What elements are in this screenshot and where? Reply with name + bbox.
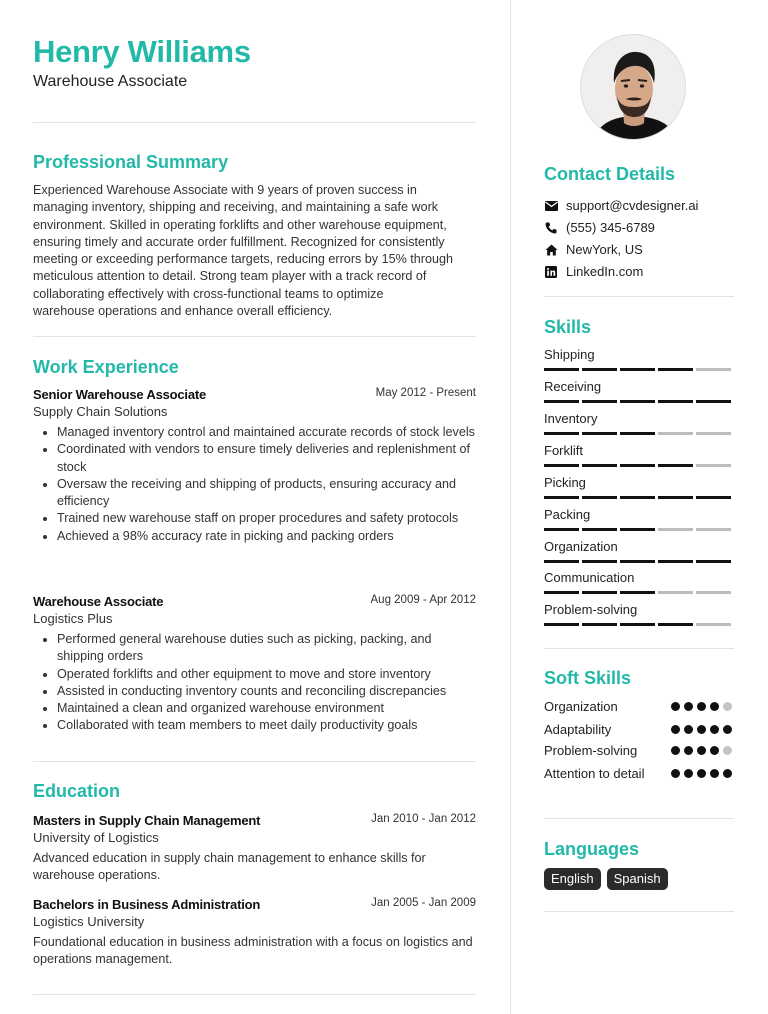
skill-level-segment [696, 432, 731, 435]
skill-name: Packing [544, 507, 591, 522]
rating-dot [684, 725, 693, 734]
job-date: Aug 2009 - Apr 2012 [370, 594, 476, 606]
envelope-icon [544, 199, 558, 213]
contact-email[interactable] [544, 198, 698, 213]
rating-dot [710, 746, 719, 755]
summary-line: meeting or exceeding performance targets, reducing errors by 15% through [33, 252, 454, 267]
education-title: Education [33, 781, 121, 801]
skill-name: Organization [544, 539, 618, 554]
skill-level-segment [658, 528, 693, 531]
job-bullet: Operated forklifts and other equipment to move and store inventory [57, 666, 476, 683]
skill-level-segment [658, 560, 693, 563]
education-entry [33, 813, 476, 885]
rating-dot [710, 702, 719, 711]
summary-line: collaborating effectively with cross-functional teams to optimize [33, 286, 384, 301]
soft-skill-item [544, 765, 734, 782]
skill-level-segment [696, 528, 731, 531]
job-title: Warehouse Associate [33, 594, 164, 609]
language-chip: English [544, 868, 601, 890]
skill-level-segment [544, 528, 579, 531]
candidate-name: Henry Williams [33, 34, 251, 69]
skill-item [544, 475, 734, 499]
job-company: Supply Chain Solutions [33, 404, 168, 419]
job-bullet: Collaborated with team members to meet daily productivity goals [57, 717, 476, 734]
rating-dot [723, 769, 732, 778]
soft-skills-title: Soft Skills [544, 668, 632, 688]
job-bullet: Assisted in conducting inventory counts and reconciling discrepancies [57, 683, 476, 700]
skill-level-segment [620, 528, 655, 531]
rating-dot [723, 702, 732, 711]
section-divider [33, 336, 476, 337]
skill-level-segment [620, 560, 655, 563]
skill-level-segment [696, 464, 731, 467]
profile-photo [580, 34, 686, 140]
section-divider [33, 994, 476, 995]
skill-name: Problem-solving [544, 602, 638, 617]
rating-dot [710, 769, 719, 778]
soft-skill-rating [671, 769, 732, 778]
degree-title: Bachelors in Business Administration [33, 897, 261, 912]
skill-level-segment [582, 368, 617, 371]
skill-level-segment [582, 623, 617, 626]
skill-level-segment [620, 464, 655, 467]
skill-level-segment [658, 400, 693, 403]
skill-name: Forklift [544, 443, 583, 458]
contact-phone[interactable] [544, 220, 655, 235]
skill-level-segment [582, 528, 617, 531]
skill-item [544, 507, 734, 531]
skill-level-bar [544, 368, 734, 371]
summary-title: Professional Summary [33, 152, 229, 172]
rating-dot [697, 702, 706, 711]
summary-line: warehouse operations and enhance overall efficiency. [33, 304, 333, 319]
phone-icon [544, 221, 558, 235]
contact-location [544, 242, 643, 257]
column-divider [510, 0, 511, 1014]
skill-level-bar [544, 560, 734, 563]
summary-line: ensuring timely and accurate order fulfillment. Recognized for consistently [33, 234, 445, 249]
job-entry [33, 387, 476, 545]
skill-level-segment [696, 400, 731, 403]
soft-skill-name: Problem-solving [544, 743, 638, 758]
sidebar-divider [544, 296, 734, 297]
summary-text [33, 182, 476, 320]
skill-level-segment [658, 432, 693, 435]
skill-name: Picking [544, 475, 586, 490]
avatar-illustration [581, 35, 686, 140]
education-entry [33, 897, 476, 969]
soft-skill-item [544, 742, 734, 759]
summary-line: Experienced Warehouse Associate with 9 years of proven success in [33, 183, 417, 197]
job-bullet: Performed general warehouse duties such as picking, packing, and shipping orders [57, 631, 476, 666]
rating-dot [671, 746, 680, 755]
soft-skill-rating [671, 702, 732, 711]
skill-level-segment [620, 496, 655, 499]
skill-level-segment [658, 496, 693, 499]
skill-level-segment [658, 591, 693, 594]
job-bullets [33, 424, 476, 545]
job-bullet: Managed inventory control and maintained accurate records of stock levels [57, 424, 476, 441]
job-entry [33, 594, 476, 735]
skill-level-segment [696, 623, 731, 626]
rating-dot [684, 769, 693, 778]
skill-level-segment [696, 368, 731, 371]
education-desc: Advanced education in supply chain management to enhance skills for warehouse operations. [33, 851, 426, 883]
skill-level-segment [544, 496, 579, 499]
skill-level-segment [620, 623, 655, 626]
header-divider [33, 122, 476, 123]
job-bullets [33, 631, 476, 735]
rating-dot [684, 746, 693, 755]
soft-skill-name: Attention to detail [544, 766, 645, 781]
skill-level-segment [620, 432, 655, 435]
job-bullet: Trained new warehouse staff on proper procedures and safety protocols [57, 510, 476, 527]
skill-item [544, 570, 734, 594]
skill-level-bar [544, 464, 734, 467]
skill-level-segment [544, 432, 579, 435]
rating-dot [723, 725, 732, 734]
summary-line: environment. Skilled in operating forklifts and other warehouse equipment, [33, 217, 447, 232]
experience-title: Work Experience [33, 357, 179, 377]
education-desc: Foundational education in business administration with a focus on logistics and operations management. [33, 935, 473, 967]
skill-level-segment [658, 368, 693, 371]
education-date: Jan 2005 - Jan 2009 [371, 897, 476, 909]
skill-level-segment [582, 432, 617, 435]
skill-level-segment [658, 623, 693, 626]
school-name: University of Logistics [33, 830, 159, 845]
skill-level-segment [544, 623, 579, 626]
candidate-role: Warehouse Associate [33, 73, 188, 90]
skill-level-segment [544, 591, 579, 594]
skills-title: Skills [544, 317, 592, 337]
job-bullet: Coordinated with vendors to ensure timely deliveries and replenishment of stock [57, 441, 476, 476]
soft-skill-item [544, 698, 734, 715]
skill-level-bar [544, 591, 734, 594]
skill-level-bar [544, 432, 734, 435]
contact-linkedin[interactable] [544, 264, 643, 279]
soft-skill-name: Organization [544, 699, 618, 714]
sidebar-divider [544, 818, 734, 819]
rating-dot [671, 702, 680, 711]
skill-name: Communication [544, 570, 635, 585]
skill-level-segment [582, 496, 617, 499]
job-bullet: Maintained a clean and organized warehouse environment [57, 700, 476, 717]
degree-title: Masters in Supply Chain Management [33, 813, 261, 828]
soft-skill-name: Adaptability [544, 722, 612, 737]
section-divider [33, 761, 476, 762]
skill-item [544, 602, 734, 626]
soft-skill-item [544, 721, 734, 738]
job-bullet: Achieved a 98% accuracy rate in picking and packing orders [57, 528, 476, 545]
skill-item [544, 443, 734, 467]
summary-line: managing inventory, shipping and receiving, and maintaining a safe work [33, 200, 439, 215]
skill-level-segment [620, 368, 655, 371]
skill-level-segment [696, 591, 731, 594]
skill-level-segment [696, 496, 731, 499]
skill-level-segment [544, 400, 579, 403]
skill-level-segment [658, 464, 693, 467]
skill-name: Receiving [544, 379, 602, 394]
skill-level-segment [696, 560, 731, 563]
skill-level-segment [620, 400, 655, 403]
job-bullet: Oversaw the receiving and shipping of products, ensuring accuracy and efficiency [57, 476, 476, 511]
skill-level-segment [582, 464, 617, 467]
skill-item [544, 411, 734, 435]
rating-dot [671, 769, 680, 778]
rating-dot [710, 725, 719, 734]
rating-dot [697, 746, 706, 755]
language-chip: Spanish [607, 868, 668, 890]
rating-dot [671, 725, 680, 734]
skill-level-segment [620, 591, 655, 594]
contact-title: Contact Details [544, 164, 676, 184]
job-title: Senior Warehouse Associate [33, 387, 207, 402]
skill-level-segment [544, 368, 579, 371]
skill-name: Shipping [544, 347, 595, 362]
skill-level-segment [582, 400, 617, 403]
skill-level-segment [544, 464, 579, 467]
rating-dot [697, 769, 706, 778]
contact-email-text: support@cvdesigner.ai [566, 198, 699, 213]
education-date: Jan 2010 - Jan 2012 [371, 813, 476, 825]
rating-dot [723, 746, 732, 755]
rating-dot [697, 725, 706, 734]
summary-line: meticulous attention to detail. Strong team player with a track record of [33, 269, 427, 284]
skill-level-segment [544, 560, 579, 563]
skill-item [544, 539, 734, 563]
skill-name: Inventory [544, 411, 598, 426]
skill-level-segment [582, 560, 617, 563]
school-name: Logistics University [33, 914, 145, 929]
languages-title: Languages [544, 839, 640, 859]
skill-item [544, 347, 734, 371]
job-company: Logistics Plus [33, 611, 113, 626]
skill-level-bar [544, 528, 734, 531]
job-date: May 2012 - Present [375, 387, 476, 399]
skill-level-segment [582, 591, 617, 594]
languages-list [544, 868, 668, 890]
contact-location-text: NewYork, US [566, 242, 643, 257]
skill-level-bar [544, 623, 734, 626]
soft-skill-rating [671, 746, 732, 755]
sidebar-divider [544, 911, 734, 912]
skill-item [544, 379, 734, 403]
sidebar-divider [544, 648, 734, 649]
soft-skill-rating [671, 725, 732, 734]
skill-level-bar [544, 400, 734, 403]
skill-level-bar [544, 496, 734, 499]
contact-phone-text: (555) 345-6789 [566, 220, 655, 235]
rating-dot [684, 702, 693, 711]
home-icon [544, 243, 558, 257]
linkedin-icon [544, 265, 558, 279]
contact-linkedin-text: LinkedIn.com [566, 264, 644, 279]
